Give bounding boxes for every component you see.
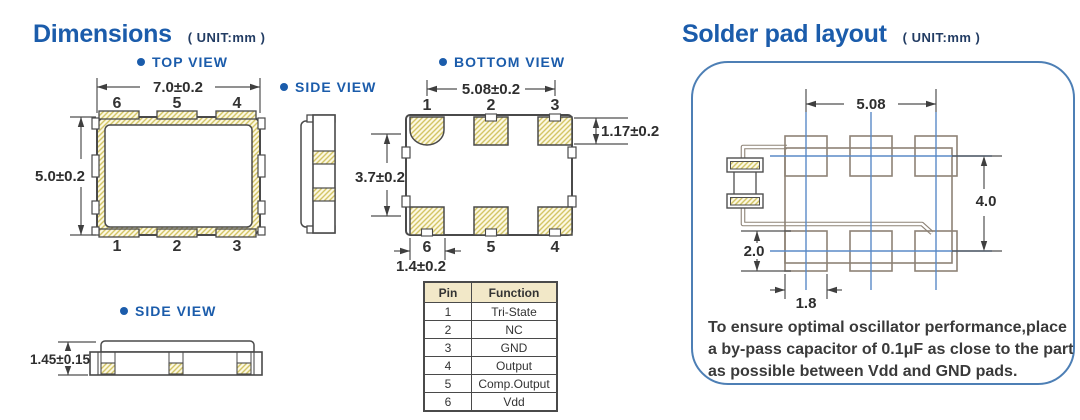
bullet-icon [280,83,288,91]
bottom-view-pin-6: 6 [422,239,432,256]
bottom-view-drawing [355,80,659,275]
bullet-icon [137,58,145,66]
table-row [424,339,557,357]
top-view-pin-3: 3 [232,238,242,255]
function-cell: Tri-State [472,303,558,321]
note-line: To ensure optimal oscillator performance,place [708,319,1067,336]
bullet-icon [439,58,447,66]
pin-header: Pin [424,282,472,303]
dimensions-unit: ( UNIT:mm ) [187,30,266,45]
side-front-pad [101,363,115,374]
bottom-view-label: BOTTOM VIEW [439,54,565,70]
top-view-pin-4: 4 [232,95,242,112]
table-row [424,375,557,393]
inner-dim: 3.7±0.2 [355,169,405,186]
bottom-view-pitch-dim: 5.08±0.2 [461,81,521,98]
bypass-capacitor-note [708,317,1074,383]
note-line: as possible between Vdd and GND pads. [708,363,1018,380]
table-row [424,303,557,321]
top-view-pin-2: 2 [172,238,182,255]
side-view-front-lid [101,341,254,352]
top-view-drawing [35,78,265,255]
pin-function-table [423,281,558,412]
side-view-front-drawing [30,341,262,375]
table-row [424,321,557,339]
layout-padwidth-dim: 1.8 [795,295,817,312]
solder-pad-unit: ( UNIT:mm ) [902,30,981,45]
solder-pad-title: Solder pad layout [682,20,887,48]
function-cell: GND [472,339,558,357]
top-view-height-dim: 5.0±0.2 [35,168,85,185]
pin-cell: 1 [424,303,472,321]
side-front-height-dim: 1.45±0.15 [30,352,90,367]
top-view-lid [105,125,252,227]
top-view-pin-5: 5 [172,95,182,112]
bullet-icon [120,307,128,315]
side-view-drawing [301,115,335,233]
pin-cell: 6 [424,393,472,412]
top-view-pin-1: 1 [112,238,122,255]
table-header-row [424,282,557,303]
side-front-pad [169,363,183,374]
bottom-pad-1 [410,117,444,145]
layout-row-dim: 4.0 [975,193,997,210]
bottom-view-pin-5: 5 [486,239,496,256]
side-view-body [313,115,335,233]
bottom-view-pin-4: 4 [550,239,560,256]
side-view-pad [313,151,335,164]
pin-cell: 3 [424,339,472,357]
pin-cell: 2 [424,321,472,339]
function-cell: Vdd [472,393,558,412]
right-section-title-row [682,20,980,49]
side-front-pad [237,363,251,374]
top-view-width-dim: 7.0±0.2 [153,79,203,96]
top-view-pin-6: 6 [112,95,122,112]
top-view-label: TOP VIEW [137,54,228,70]
pad-width-dim: 1.4±0.2 [396,258,446,275]
side-view-label: SIDE VIEW [280,79,376,95]
table-row [424,393,557,412]
function-header: Function [472,282,558,303]
bottom-view-pin-3: 3 [550,97,560,114]
left-section-title-row [33,20,265,49]
layout-pitch-dim: 5.08 [856,96,886,113]
pin-cell: 4 [424,357,472,375]
side-view-pad [313,188,335,201]
function-cell: NC [472,321,558,339]
bottom-view-pin-1: 1 [422,97,432,114]
table-row [424,357,557,375]
note-line: a by-pass capacitor of 0.1μF as close to the part [708,341,1074,358]
function-cell: Output [472,357,558,375]
pin-cell: 5 [424,375,472,393]
pad-height-dim: 1.17±0.2 [601,123,660,140]
bottom-view-pin-2: 2 [486,97,496,114]
function-cell: Comp.Output [472,375,558,393]
layout-padheight-dim: 2.0 [743,243,765,260]
dimensions-title: Dimensions [33,20,172,48]
side-view-front-label: SIDE VIEW [120,303,216,319]
